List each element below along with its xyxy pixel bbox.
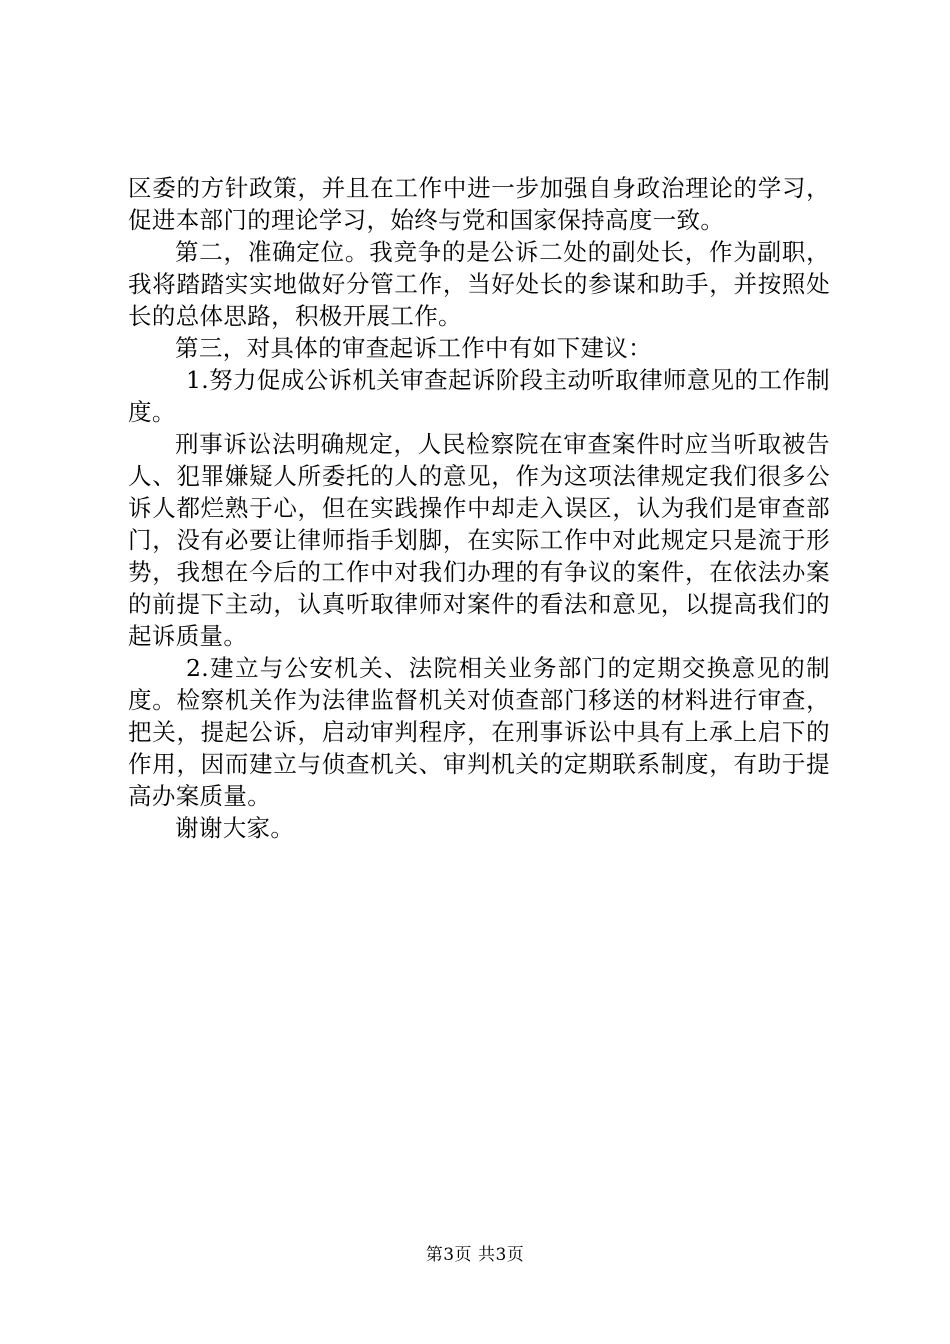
paragraph-suggestion-1-detail: 刑事诉讼法明确规定，人民检察院在审查案件时应当听取被告人、犯罪嫌疑人所委托的人的意见，作为这项法律规定我们很多公诉人都烂熟于心，但在实践操作中却走入误区，认为我们是审查部门，没有必要让律师指手划脚，在实际工作中对此规定只是流于形势，我想在今后的工作中对我们办理的有争议的案件，在依法办案的前提下主动，认真听取律师对案件的看法和意见，以提高我们的起诉质量。 [128, 430, 830, 650]
page-footer: 第3页 共3页 [425, 1245, 525, 1265]
paragraph-closing: 谢谢大家。 [175, 814, 295, 842]
paragraph-suggestion-2: 2.建立与公安机关、法院相关业务部门的定期交换意见的制度。检察机关作为法律监督机关对侦查部门移送的材料进行审查，把关，提起公诉，启动审判程序，在刑事诉讼中具有上承上启下的作用，因而建立与侦查机关、审判机关的定期联系制度，有助于提高办案质量。 [128, 654, 830, 810]
document-body [128, 172, 830, 844]
paragraph-second-point: 第二，准确定位。我竞争的是公诉二处的副处长，作为副职，我将踏踏实实地做好分管工作，当好处长的参谋和助手，并按照处长的总体思路，积极开展工作。 [128, 238, 830, 330]
paragraph-continuation: 区委的方针政策，并且在工作中进一步加强自身政治理论的学习，促进本部门的理论学习，始终与党和国家保持高度一致。 [128, 174, 830, 234]
paragraph-suggestion-1: 1.努力促成公诉机关审查起诉阶段主动听取律师意见的工作制度。 [128, 366, 830, 426]
paragraph-third-point: 第三，对具体的审查起诉工作中有如下建议： [175, 334, 652, 362]
